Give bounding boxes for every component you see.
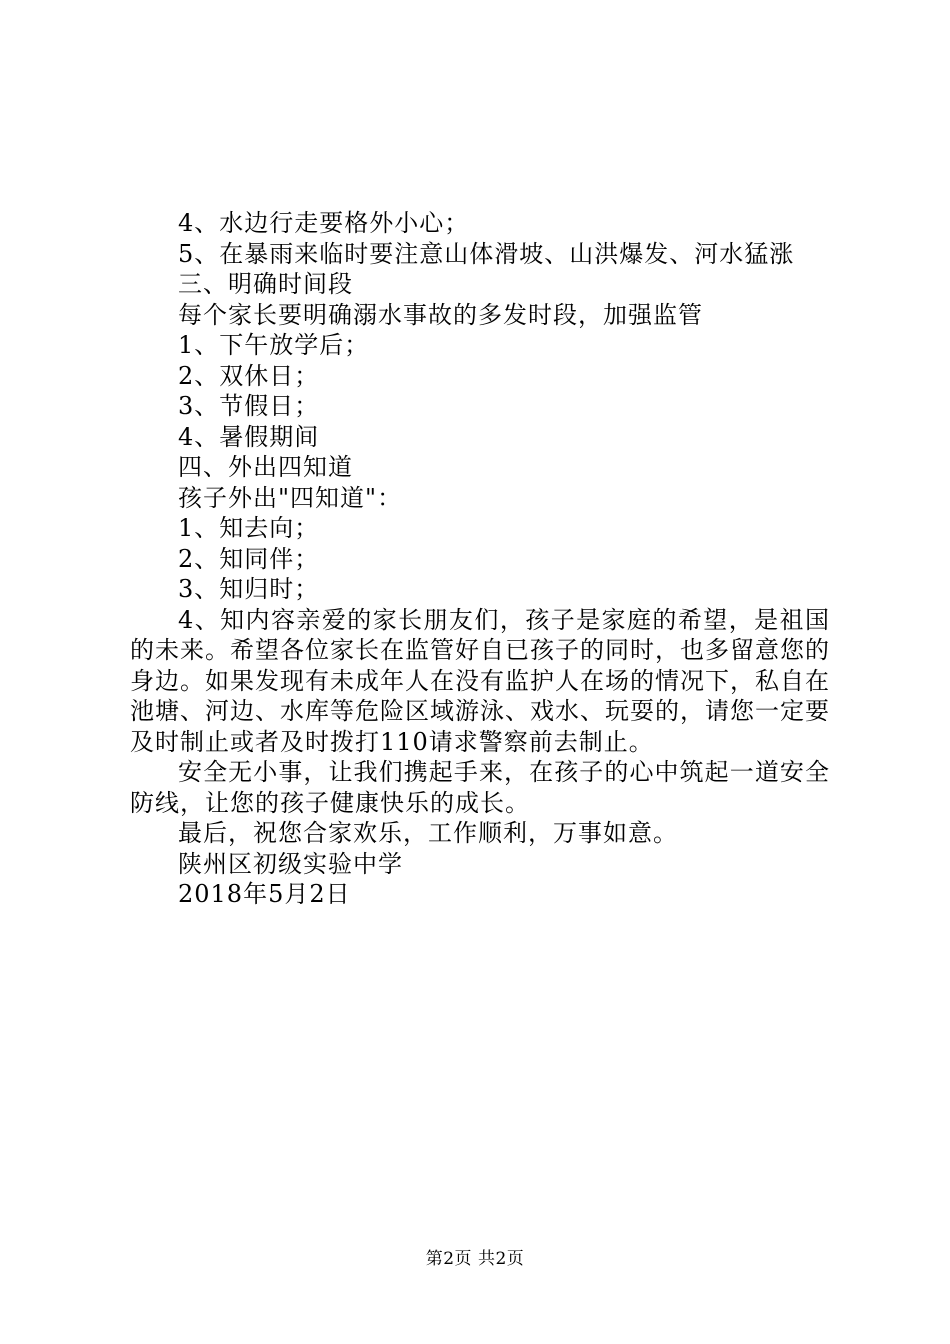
- list-item: 1、下午放学后；: [178, 331, 370, 359]
- body-paragraph: 4、知内容亲爱的家长朋友们，孩子是家庭的希望，是祖国的未来。希望各位家长在监管好自已孩子的同时，也多留意您的身边。如果发现有未成年人在没有监护人在场的情况下，私自在池塘、河边、水库等危险区域游泳、戏水、玩耍的，请您一定要及时制止或者及时拨打110请求警察前去制止。: [130, 605, 830, 756]
- list-item: 4、水边行走要格外小心；: [178, 209, 470, 237]
- body-paragraph: 安全无小事，让我们携起手来，在孩子的心中筑起一道安全防线，让您的孩子健康快乐的成长。: [130, 758, 830, 817]
- list-item: 2、知同伴；: [178, 544, 320, 573]
- page-footer: 第2页 共2页: [425, 1249, 525, 1269]
- list-item: 5、在暴雨来临时要注意山体滑坡、山洪爆发、河水猛涨: [178, 239, 795, 268]
- section-heading: 三、明确时间段: [178, 270, 353, 298]
- body-line: 每个家长要明确溺水事故的多发时段，加强监管: [178, 300, 703, 329]
- list-item: 1、知去向；: [178, 514, 320, 542]
- list-item: 3、知归时；: [178, 575, 320, 603]
- list-item: 3、节假日；: [178, 392, 320, 420]
- closing-line: 最后，祝您合家欢乐，工作顺利，万事如意。: [178, 819, 678, 847]
- section-heading: 四、外出四知道: [178, 453, 353, 481]
- date-line: 2018年5月2日: [178, 880, 351, 908]
- document-body: [130, 208, 830, 910]
- body-line: 孩子外出"四知道"：: [178, 483, 403, 512]
- list-item: 2、双休日；: [178, 361, 320, 390]
- list-item: 4、暑假期间: [178, 422, 320, 451]
- signature: 陕州区初级实验中学: [178, 849, 403, 878]
